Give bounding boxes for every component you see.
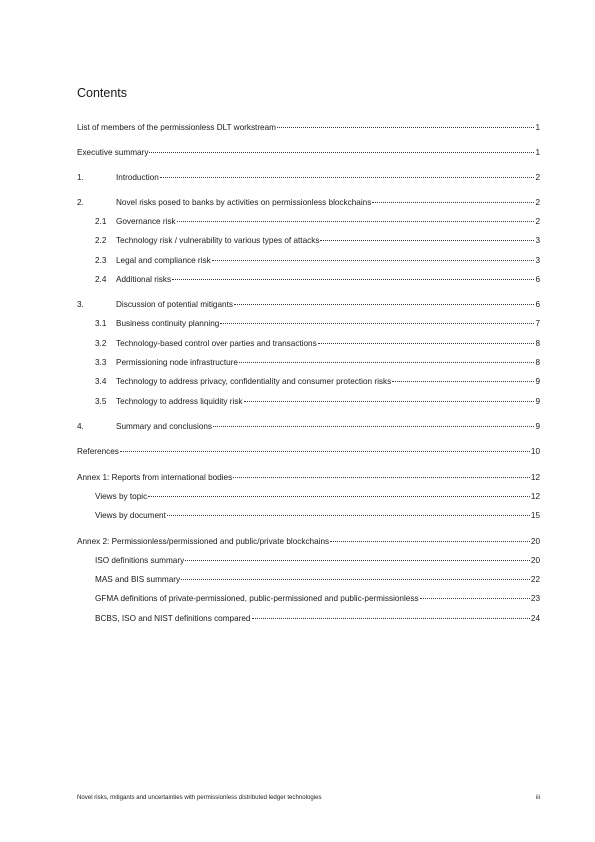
- toc-leader-dots: [160, 177, 534, 178]
- toc-leader-dots: [239, 362, 534, 363]
- toc-entry-number: 3.2: [95, 339, 107, 348]
- toc-entry-number: 3.: [77, 300, 84, 309]
- toc-entry-references[interactable]: [77, 445, 540, 458]
- toc-entry-section-2-4[interactable]: [95, 273, 540, 286]
- toc-leader-dots: [420, 598, 530, 599]
- toc-entry-page: 9: [535, 377, 540, 386]
- toc-entry-number: 4.: [77, 422, 84, 431]
- toc-entry-label: Summary and conclusions: [116, 422, 213, 431]
- toc-leader-dots: [233, 477, 530, 478]
- toc-entry-page: 9: [535, 422, 540, 431]
- toc-entry-page: 6: [535, 275, 540, 284]
- toc-entry-label: Technology-based control over parties and transactions: [116, 339, 317, 348]
- toc-entry-label: Governance risk: [116, 217, 176, 226]
- toc-leader-dots: [148, 496, 530, 497]
- toc-entry-label: Technology to address liquidity risk: [116, 397, 243, 406]
- toc-entry-page: 15: [530, 511, 540, 520]
- toc-leader-dots: [181, 579, 530, 580]
- toc-entry-label: Executive summary: [77, 148, 149, 157]
- toc-entry-page: 7: [535, 319, 540, 328]
- toc-entry-label: Business continuity planning: [116, 319, 220, 328]
- toc-entry-page: 8: [535, 358, 540, 367]
- toc-leader-dots: [120, 451, 530, 452]
- toc-entry-executive-summary[interactable]: [77, 146, 540, 159]
- toc-entry-gfma-definitions[interactable]: [95, 592, 540, 605]
- toc-leader-dots: [277, 127, 534, 128]
- toc-entry-number: 2.2: [95, 236, 107, 245]
- toc-entry-label: List of members of the permissionless DLT workstream: [77, 123, 276, 132]
- toc-entry-page: 3: [535, 236, 540, 245]
- toc-entry-number: 3.4: [95, 377, 107, 386]
- toc-entry-members[interactable]: [77, 121, 540, 134]
- toc-entry-number: 2.3: [95, 256, 107, 265]
- toc-entry-label: Novel risks posed to banks by activities on permissionless blockchains: [116, 198, 372, 207]
- toc-entry-number: 3.5: [95, 397, 107, 406]
- toc-entry-label: Introduction: [116, 173, 159, 182]
- toc-entry-chapter-2[interactable]: [77, 196, 540, 209]
- toc-entry-label: GFMA definitions of private-permissioned, public-permissioned and public-permissionless: [95, 594, 419, 603]
- toc-entry-label: BCBS, ISO and NIST definitions compared: [95, 614, 251, 623]
- toc-entry-page: 1: [535, 123, 540, 132]
- toc-entry-page: 22: [530, 575, 540, 584]
- toc-entry-page: 2: [535, 173, 540, 182]
- toc-entry-section-3-1[interactable]: [95, 317, 540, 330]
- toc-entry-number: 1.: [77, 173, 84, 182]
- toc-entry-page: 9: [535, 397, 540, 406]
- toc-entry-views-by-topic[interactable]: [95, 490, 540, 503]
- toc-leader-dots: [234, 304, 534, 305]
- toc-leader-dots: [252, 618, 530, 619]
- toc-leader-dots: [244, 401, 534, 402]
- toc-entry-label: Annex 2: Permissionless/permissioned and public/private blockchains: [77, 537, 330, 546]
- toc-entry-page: 8: [535, 339, 540, 348]
- toc-entry-mas-bis-summary[interactable]: [95, 573, 540, 586]
- toc-leader-dots: [177, 221, 534, 222]
- toc-leader-dots: [372, 202, 534, 203]
- toc-entry-page: 12: [530, 492, 540, 501]
- toc-leader-dots: [320, 240, 534, 241]
- toc-entry-label: Views by document: [95, 511, 166, 520]
- toc-entry-section-3-3[interactable]: [95, 356, 540, 369]
- toc-entry-views-by-document[interactable]: [95, 509, 540, 522]
- toc-entry-label: Additional risks: [116, 275, 172, 284]
- toc-entry-page: 6: [535, 300, 540, 309]
- toc-entry-number: 3.3: [95, 358, 107, 367]
- toc-leader-dots: [392, 381, 534, 382]
- toc-leader-dots: [172, 279, 534, 280]
- toc-entry-page: 23: [530, 594, 540, 603]
- toc-entry-page: 20: [530, 537, 540, 546]
- toc-entry-label: MAS and BIS summary: [95, 575, 181, 584]
- toc-leader-dots: [213, 426, 534, 427]
- page-title: Contents: [77, 86, 128, 100]
- toc-entry-label: ISO definitions summary: [95, 556, 185, 565]
- toc-entry-annex-1[interactable]: [77, 471, 540, 484]
- toc-entry-chapter-1[interactable]: [77, 171, 540, 184]
- toc-entry-section-3-2[interactable]: [95, 337, 540, 350]
- toc-entry-number: 2.: [77, 198, 84, 207]
- toc-entry-chapter-4[interactable]: [77, 420, 540, 433]
- toc-entry-page: 2: [535, 217, 540, 226]
- toc-entry-label: References: [77, 447, 119, 456]
- toc-leader-dots: [212, 260, 534, 261]
- toc-entry-bcbs-iso-nist[interactable]: [95, 612, 540, 625]
- toc-leader-dots: [185, 560, 530, 561]
- toc-entry-number: 3.1: [95, 319, 107, 328]
- toc-entry-label: Technology to address privacy, confidentiality and consumer protection risks: [116, 377, 392, 386]
- toc-entry-number: 2.1: [95, 217, 107, 226]
- toc-entry-label: Permissioning node infrastructure: [116, 358, 238, 367]
- toc-leader-dots: [330, 541, 530, 542]
- toc-entry-page: 12: [530, 473, 540, 482]
- toc-entry-page: 2: [535, 198, 540, 207]
- toc-entry-page: 1: [535, 148, 540, 157]
- toc-entry-number: 2.4: [95, 275, 107, 284]
- toc-entry-label: Annex 1: Reports from international bodies: [77, 473, 233, 482]
- toc-leader-dots: [318, 343, 534, 344]
- toc-leader-dots: [220, 323, 534, 324]
- toc-entry-section-2-3[interactable]: [95, 254, 540, 267]
- toc-entry-page: 10: [530, 447, 540, 456]
- toc-entry-page: 24: [530, 614, 540, 623]
- toc-entry-iso-definitions[interactable]: [95, 554, 540, 567]
- toc-entry-label: Views by topic: [95, 492, 148, 501]
- toc-entry-section-3-5[interactable]: [95, 395, 540, 408]
- toc-leader-dots: [149, 152, 534, 153]
- footer-document-title: Novel risks, mitigants and uncertainties with permissionless distributed ledger technologies: [77, 794, 322, 801]
- toc-entry-annex-2[interactable]: [77, 535, 540, 548]
- toc-entry-label: Discussion of potential mitigants: [116, 300, 233, 309]
- toc-entry-section-3-4[interactable]: [95, 375, 540, 388]
- footer-page-number: iii: [535, 794, 540, 801]
- toc-entry-section-2-2[interactable]: [95, 234, 540, 247]
- toc-entry-label: Technology risk / vulnerability to various types of attacks: [116, 236, 320, 245]
- toc-entry-page: 3: [535, 256, 540, 265]
- toc-leader-dots: [167, 515, 530, 516]
- toc-entry-chapter-3[interactable]: [77, 298, 540, 311]
- toc-entry-label: Legal and compliance risk: [116, 256, 211, 265]
- toc-entry-page: 20: [530, 556, 540, 565]
- toc-entry-section-2-1[interactable]: [95, 215, 540, 228]
